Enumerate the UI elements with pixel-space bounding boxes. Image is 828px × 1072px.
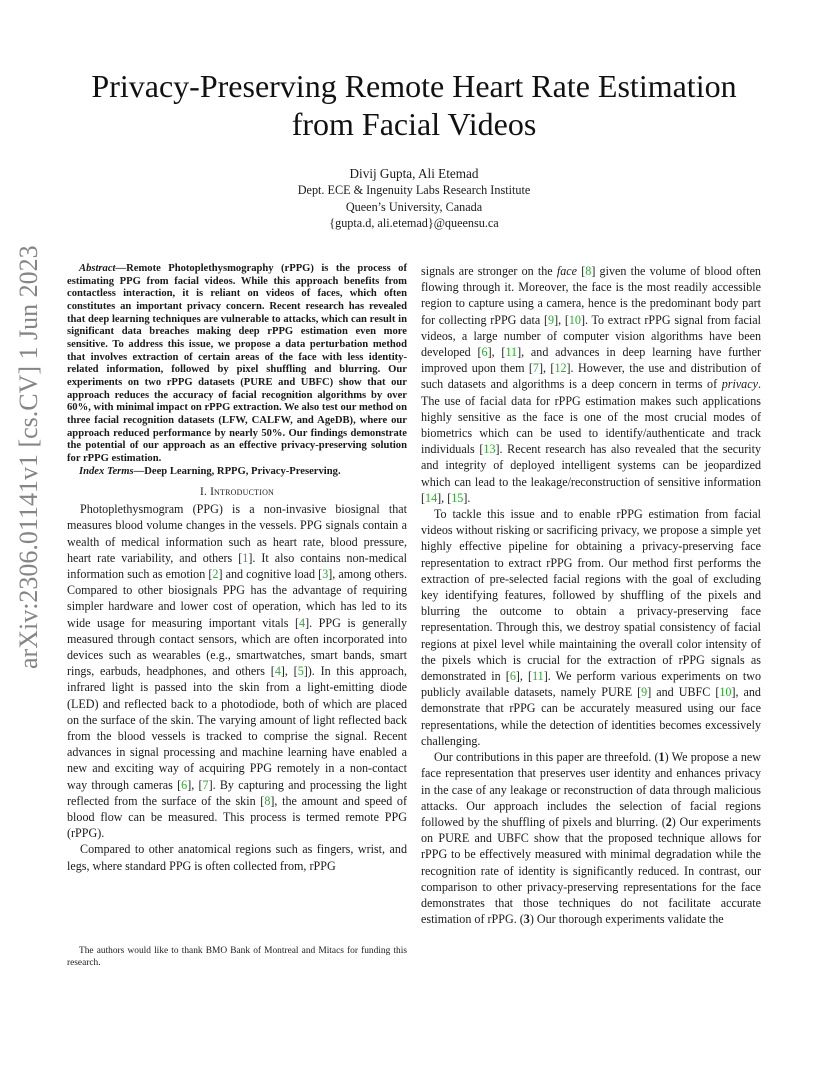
citation-link[interactable]: 1 — [242, 550, 249, 565]
intro-paragraph-3: To tackle this issue and to enable rPPG estimation from facial videos without risking or sacrificing privacy, we propose a simple yet highly effective pipeline for obtaining a privacy-preserving face representation to extract rPPG from. Our method first performs the extraction of pre-selected facial regions with the goal of excluding key identifying features, followed by shuffling of the pixels and blurring the outcome to obtain a privacy-preserving face representation. Through this, we destroy spatial consistency of facial regions at pixel level while maintaining the overall color intensity of the pixels which is crucial for the extraction of rPPG signals as demonstrated in [6], [11]. We perform various experiments on two publicly available datasets, namely PURE [9] and UBFC [10], and demonstrate that rPPG can be accurately measured using our face representations, while the detection of identities becomes excessively challenging. — [421, 507, 761, 748]
citation-link[interactable]: 6 — [509, 669, 516, 684]
section-number: I. — [199, 486, 207, 499]
footnote: The authors would like to thank BMO Bank of Montreal and Mitacs for funding this research. — [67, 946, 407, 968]
intro-paragraph-1: Photoplethysmogram (PPG) is a non-invasive biosignal that measures blood volume changes in the vessels. PPG signals contain a wealth of medical information such as heart rate, blood pressure, heart rate variability, and others [1]. It also contains non-medical information such as emotion [2] and cognitive load [3], among others. Compared to other biosignals PPG has the advantage of requiring simpler hardware and lower cost of operation, which has led to its wide usage for measuring important vitals [4]. PPG is generally measured through contact sensors, which are often incorporated into devices such as wearables (e.g., smartwatches, smart bands, smart rings, earbuds, headphones, and others [4], [5]). In this approach, infrared light is passed into the skin from a light-emitting diode (LED) and reflected back to a photodiode, both of which are placed on the surface of the skin. The varying amount of light reflected back from the blood vessels is tracked to comprise the signal. Recent advances in signal processing and machine learning have enabled a new and exciting way of acquiring PPG remotely in a non-contact way through cameras [6], [7]. By capturing and processing the light reflected from the surface of the skin [8], the amount and speed of blood flow can be measured. This process is termed remote PPG (rPPG). — [67, 502, 408, 841]
emphasis-face: face — [556, 264, 578, 278]
citation-link[interactable]: 13 — [483, 442, 496, 457]
left-column — [67, 263, 407, 874]
contribution-number-2: 2 — [665, 814, 672, 829]
index-terms-text: —Deep Learning, RPPG, Privacy-Preserving. — [133, 465, 341, 477]
citation-link[interactable]: 6 — [481, 345, 488, 360]
arxiv-stamp-text: arXiv:2306.01141v1 [cs.CV] 1 Jun 2023 — [14, 245, 43, 669]
citation-link[interactable]: 10 — [719, 685, 732, 700]
title-line-1: Privacy-Preserving Remote Heart Rate Estimation — [91, 68, 737, 104]
affiliation-university: Queen’s University, Canada — [345, 199, 483, 214]
index-terms — [67, 466, 407, 479]
citation-link[interactable]: 8 — [264, 793, 271, 808]
right-column — [421, 263, 761, 927]
index-terms-label: Index Terms — [79, 465, 134, 477]
intro-paragraph-2-continued: signals are stronger on the face [8] given the volume of blood often flowing through it. Moreover, the face is the most readily accessible region to capture using a camera, hence is the predominant body part for collecting rPPG data [9], [10]. To extract rPPG signal from facial videos, a large number of computer vision algorithms have been developed [6], [11], and advances in deep learning have further improved upon them [7], [12]. However, the use and distribution of such datasets and algorithms is a deep concern in terms of privacy. The use of facial data for rPPG estimation makes such applications highly sensitive as the face is one of the most crucial modes of biometrics which can be used to identify/authenticate and track individuals [13]. Recent research has also revealed that the security and integrity of deployed intelligent systems can be jeopardized which can lead to the leakage/reconstruction of sensitive information [14], [15]. — [421, 264, 762, 505]
citation-link[interactable]: 6 — [181, 777, 188, 792]
author-list: Divij Gupta, Ali Etemad — [349, 166, 479, 181]
abstract-label: Abstract — [79, 263, 116, 274]
citation-link[interactable]: 15 — [451, 490, 464, 505]
abstract-text: —Remote Photoplethysmography (rPPG) is the process of estimating PPG from facial videos. While this approach benefits from contactless interaction, it is reliant on videos of faces, which often constitutes an important privacy concern. Recent research has revealed that deep learning techniques are vulnerable to attacks, which can result in significant data breaches making deep rPPG estimation even more sensitive. To address this issue, we propose a data perturbation method that involves extraction of certain areas of the face with less identity-related information, followed by pixel shuffling and blurring. Our experiments on two rPPG datasets (PURE and UBFC) show that our approach reduces the accuracy of facial recognition algorithms by over 60%, with minimal impact on rPPG extraction. We also test our method on three facial recognition datasets (LFW, CALFW, and AgeDB), where our approach reduced performance by nearly 50%. Our findings demonstrate the potential of our approach as an effective privacy-preserving solution for rPPG estimation. — [67, 263, 407, 464]
intro-paragraph-contributions: Our contributions in this paper are threefold. (1) We propose a new face representation that preserves user identity and enhances privacy in the case of any leakage or reconstruction of data through malicious attacks. Our approach includes the selection of facial regions followed by the shuffling of pixels and blurring. (2) Our experiments on PURE and UBFC show that the proposed technique allows for rPPG to be effectively measured with minimal degradation while the recognition rate of identity is significantly reduced. In contrast, our comparison to other privacy-preserving representations for the face demonstrates that those techniques do not facilitate accurate estimation of rPPG. (3) Our thorough experiments validate the — [421, 750, 761, 927]
citation-link[interactable]: 11 — [532, 669, 544, 684]
citation-link[interactable]: 8 — [585, 264, 592, 278]
paper-title — [60, 67, 768, 143]
citation-link[interactable]: 9 — [548, 312, 555, 327]
citation-link[interactable]: 2 — [212, 566, 219, 581]
contribution-number-3: 3 — [523, 912, 530, 927]
affiliation-block — [60, 182, 768, 232]
citation-link[interactable]: 11 — [505, 345, 518, 360]
citation-link[interactable]: 7 — [202, 777, 209, 792]
affiliation-department: Dept. ECE & Ingenuity Labs Research Institute — [297, 183, 531, 197]
title-line-2: from Facial Videos — [291, 106, 537, 142]
intro-paragraph-2: Compared to other anatomical regions such as fingers, wrist, and legs, where standard PPG is often collected from, rPPG — [67, 842, 407, 873]
emphasis-privacy: privacy — [721, 377, 758, 392]
citation-link[interactable]: 5 — [297, 664, 304, 679]
abstract — [67, 263, 407, 466]
section-title: Introduction — [210, 486, 275, 499]
citation-link[interactable]: 10 — [568, 312, 581, 327]
citation-link[interactable]: 4 — [299, 615, 306, 630]
section-heading-introduction — [67, 484, 407, 500]
citation-link[interactable]: 12 — [554, 361, 567, 376]
citation-link[interactable]: 14 — [425, 490, 438, 505]
affiliation-email: {gupta.d, ali.etemad}@queensu.ca — [329, 216, 499, 230]
citation-link[interactable]: 7 — [532, 361, 539, 376]
citation-link[interactable]: 3 — [322, 566, 329, 581]
citation-link[interactable]: 4 — [274, 664, 281, 679]
contribution-number-1: 1 — [658, 750, 665, 765]
citation-link[interactable]: 9 — [641, 685, 648, 700]
